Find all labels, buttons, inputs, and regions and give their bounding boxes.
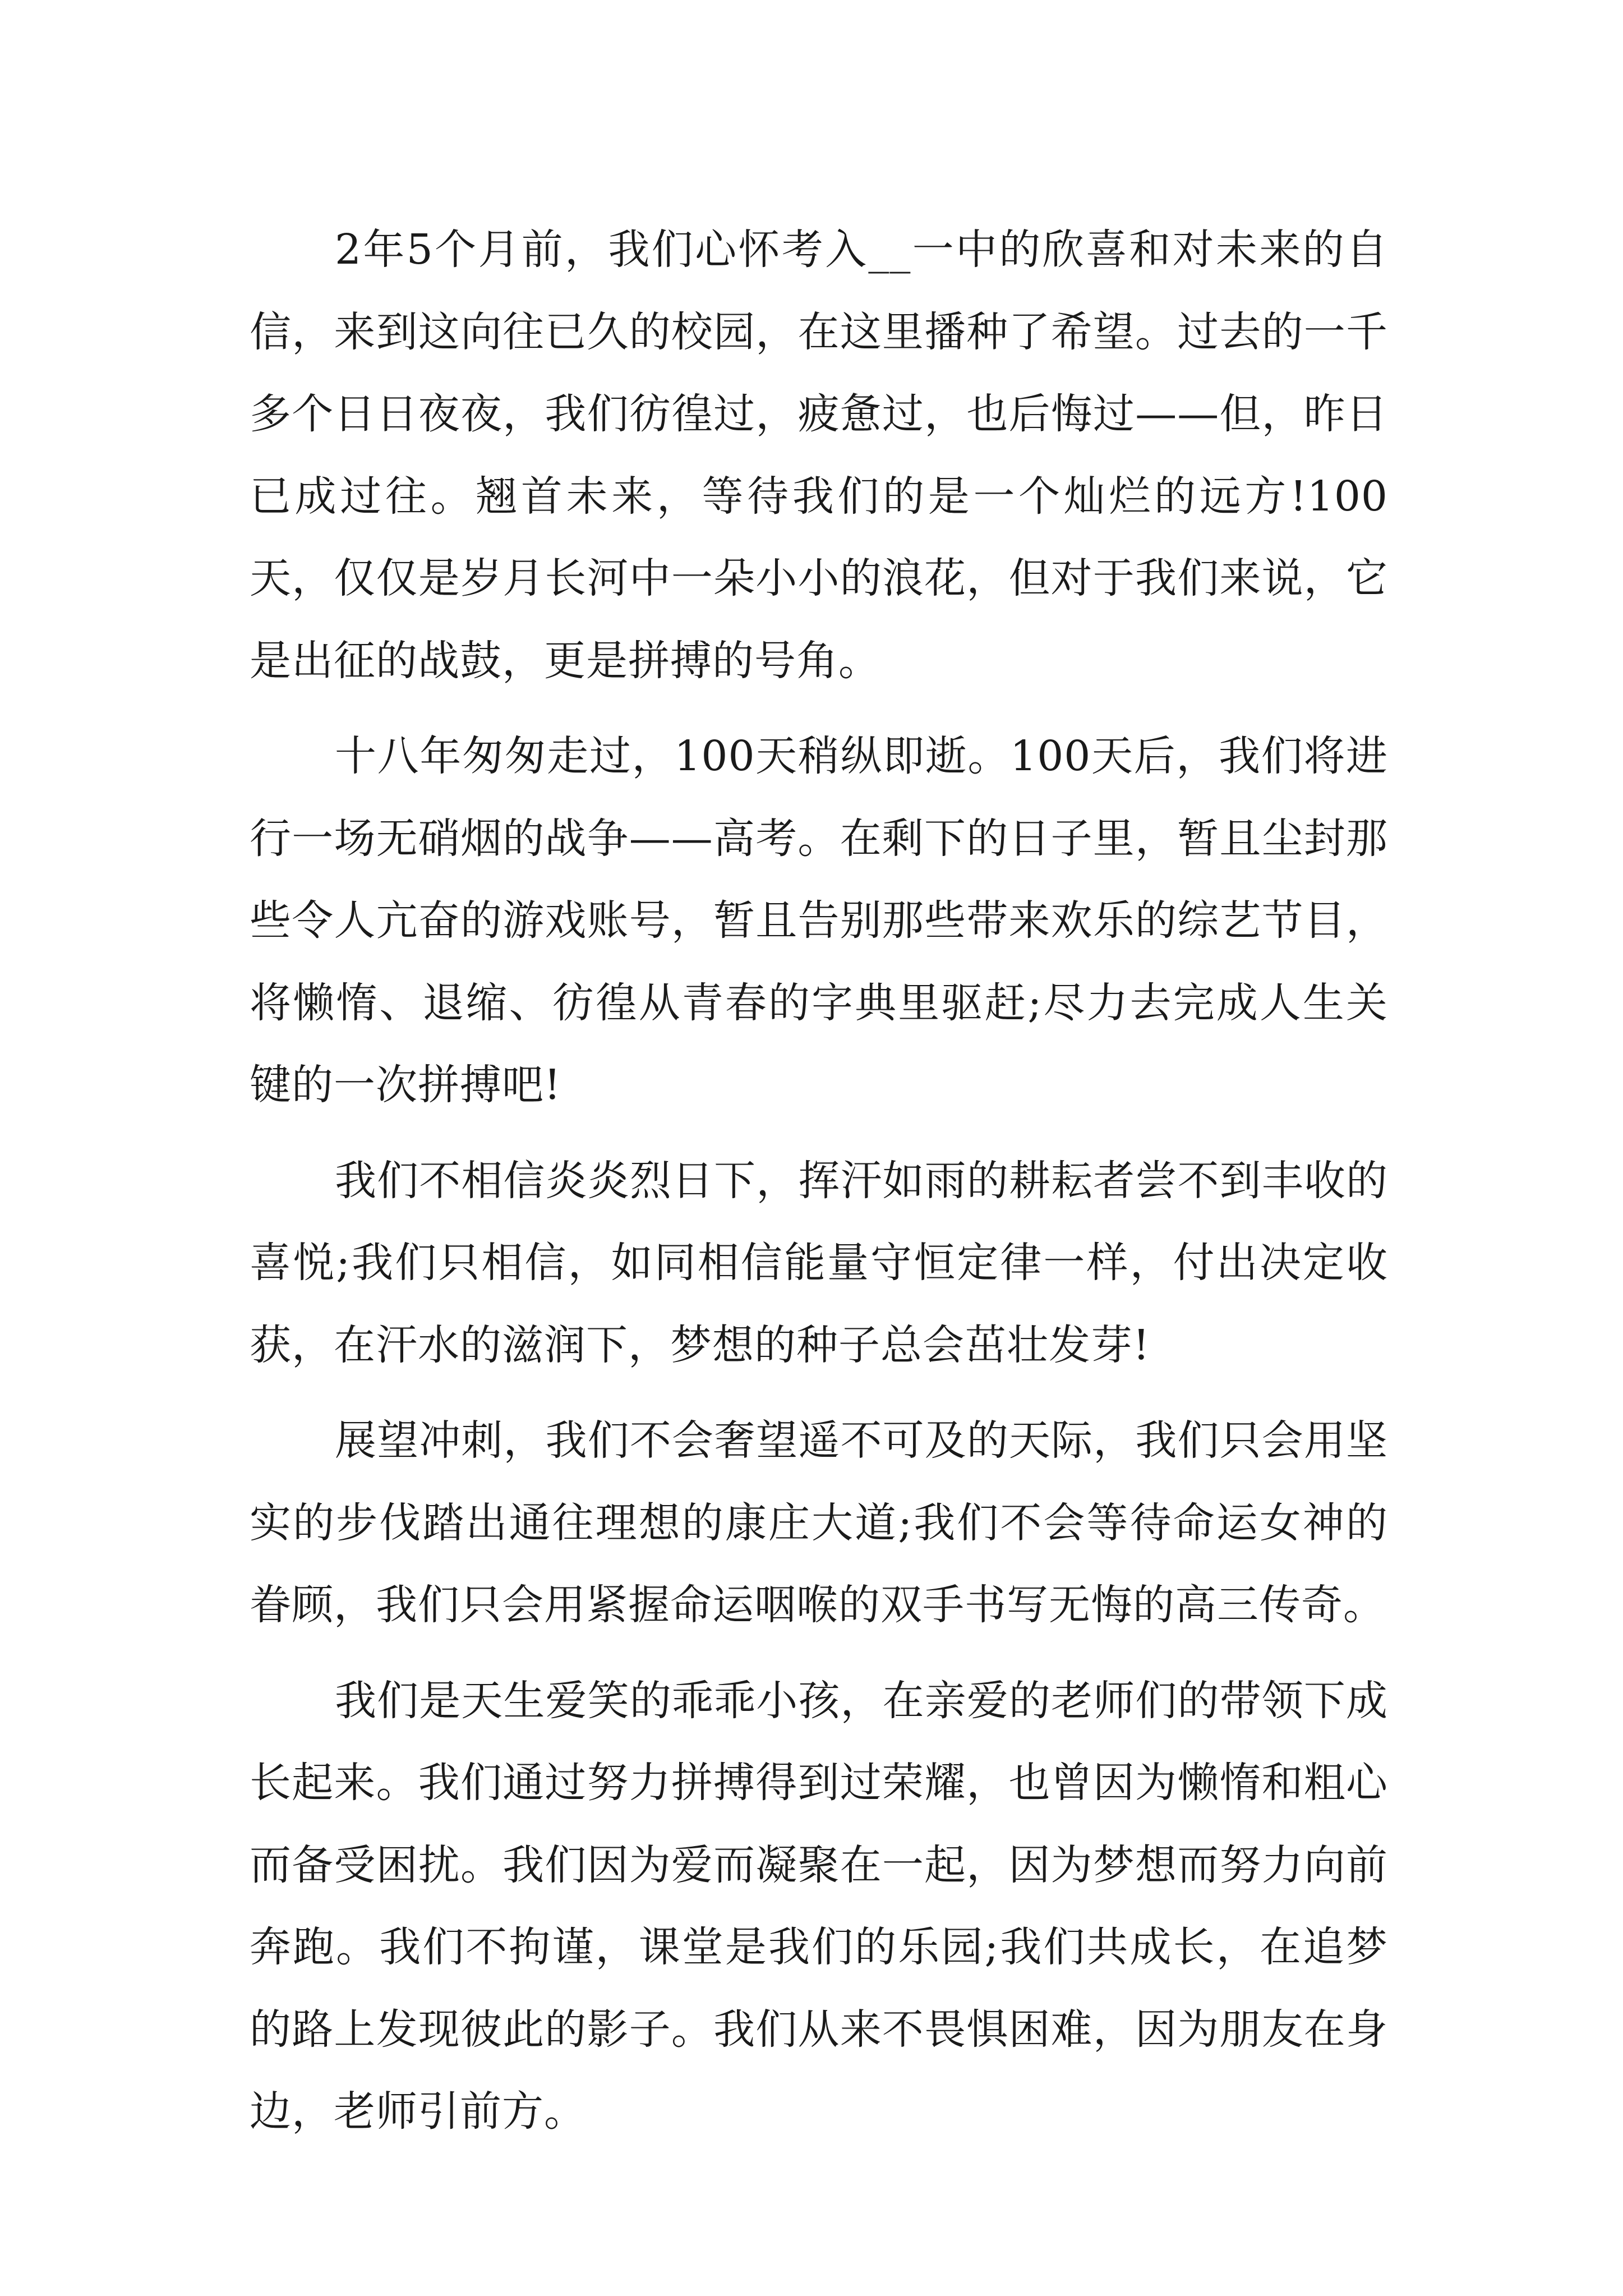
document-body — [250, 209, 1388, 2153]
paragraph-3: 我们不相信炎炎烈日下，挥汗如雨的耕耘者尝不到丰收的喜悦;我们只相信，如同相信能量守恒定律一样，付出决定收获，在汗水的滋润下，梦想的种子总会茁壮发芽! — [250, 1156, 1388, 1369]
paragraph-4: 展望冲刺，我们不会奢望遥不可及的天际，我们只会用坚实的步伐踏出通往理想的康庄大道;我们不会等待命运女神的眷顾，我们只会用紧握命运咽喉的双手书写无悔的高三传奇。 — [250, 1416, 1388, 1629]
paragraph-2: 十八年匆匆走过，100天稍纵即逝。100天后，我们将进行一场无硝烟的战争——高考。在剩下的日子里，暂且尘封那些令人亢奋的游戏账号，暂且告别那些带来欢乐的综艺节目，将懒惰、退缩、彷徨从青春的字典里驱赶;尽力去完成人生关键的一次拼搏吧! — [250, 732, 1388, 1109]
paragraph-1: 2年5个月前，我们心怀考入__一中的欣喜和对未来的自信，来到这向往已久的校园，在这里播种了希望。过去的一千多个日日夜夜，我们彷徨过，疲惫过，也后悔过——但，昨日已成过往。翘首未来，等待我们的是一个灿烂的远方!100天，仅仅是岁月长河中一朵小小的浪花，但对于我们来说，它是出征的战鼓，更是拼搏的号角。 — [250, 226, 1388, 685]
paragraph-5: 我们是天生爱笑的乖乖小孩，在亲爱的老师们的带领下成长起来。我们通过努力拼搏得到过荣耀，也曾因为懒惰和粗心而备受困扰。我们因为爱而凝聚在一起，因为梦想而努力向前奔跑。我们不拘谨，课堂是我们的乐园;我们共成长，在追梦的路上发现彼此的影子。我们从来不畏惧困难，因为朋友在身边，老师引前方。 — [250, 1676, 1388, 2136]
